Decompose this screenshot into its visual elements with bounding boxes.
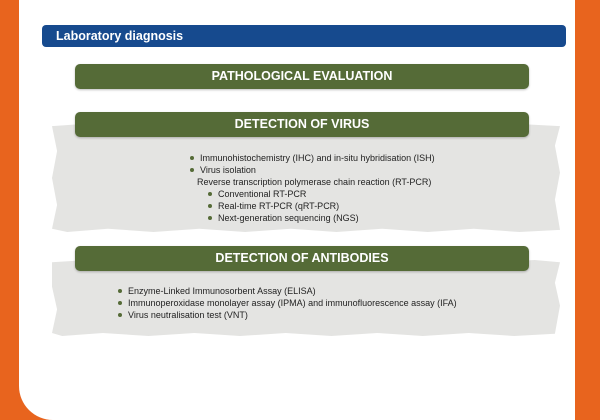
detection-of-antibodies-box: DETECTION OF ANTIBODIES (75, 246, 529, 271)
bullet-icon (118, 313, 122, 317)
list-sub-item: Real-time RT-PCR (qRT-PCR) (190, 200, 435, 212)
list-item: Immunoperoxidase monolayer assay (IPMA) and immunofluorescence assay (IFA) (118, 297, 457, 309)
detection-of-virus-box: DETECTION OF VIRUS (75, 112, 529, 137)
list-sub-item: Next-generation sequencing (NGS) (190, 212, 435, 224)
list-item: Enzyme-Linked Immunosorbent Assay (ELISA) (118, 285, 457, 297)
list-item: Virus neutralisation test (VNT) (118, 309, 457, 321)
antibody-methods-list (118, 285, 457, 321)
bullet-icon (190, 156, 194, 160)
bullet-icon (208, 192, 212, 196)
header-bar: Laboratory diagnosis (42, 25, 566, 47)
bullet-icon (118, 301, 122, 305)
bullet-icon (208, 204, 212, 208)
list-item: Virus isolation (190, 164, 435, 176)
list-sub-item: Conventional RT-PCR (190, 188, 435, 200)
list-item: Immunohistochemistry (IHC) and in-situ hybridisation (ISH) (190, 152, 435, 164)
pathological-evaluation-box: PATHOLOGICAL EVALUATION (75, 64, 529, 89)
bullet-icon (118, 289, 122, 293)
bullet-icon (190, 168, 194, 172)
list-item: Reverse transcription polymerase chain reaction (RT-PCR) (197, 177, 432, 187)
bullet-icon (208, 216, 212, 220)
virus-methods-list (190, 152, 435, 224)
